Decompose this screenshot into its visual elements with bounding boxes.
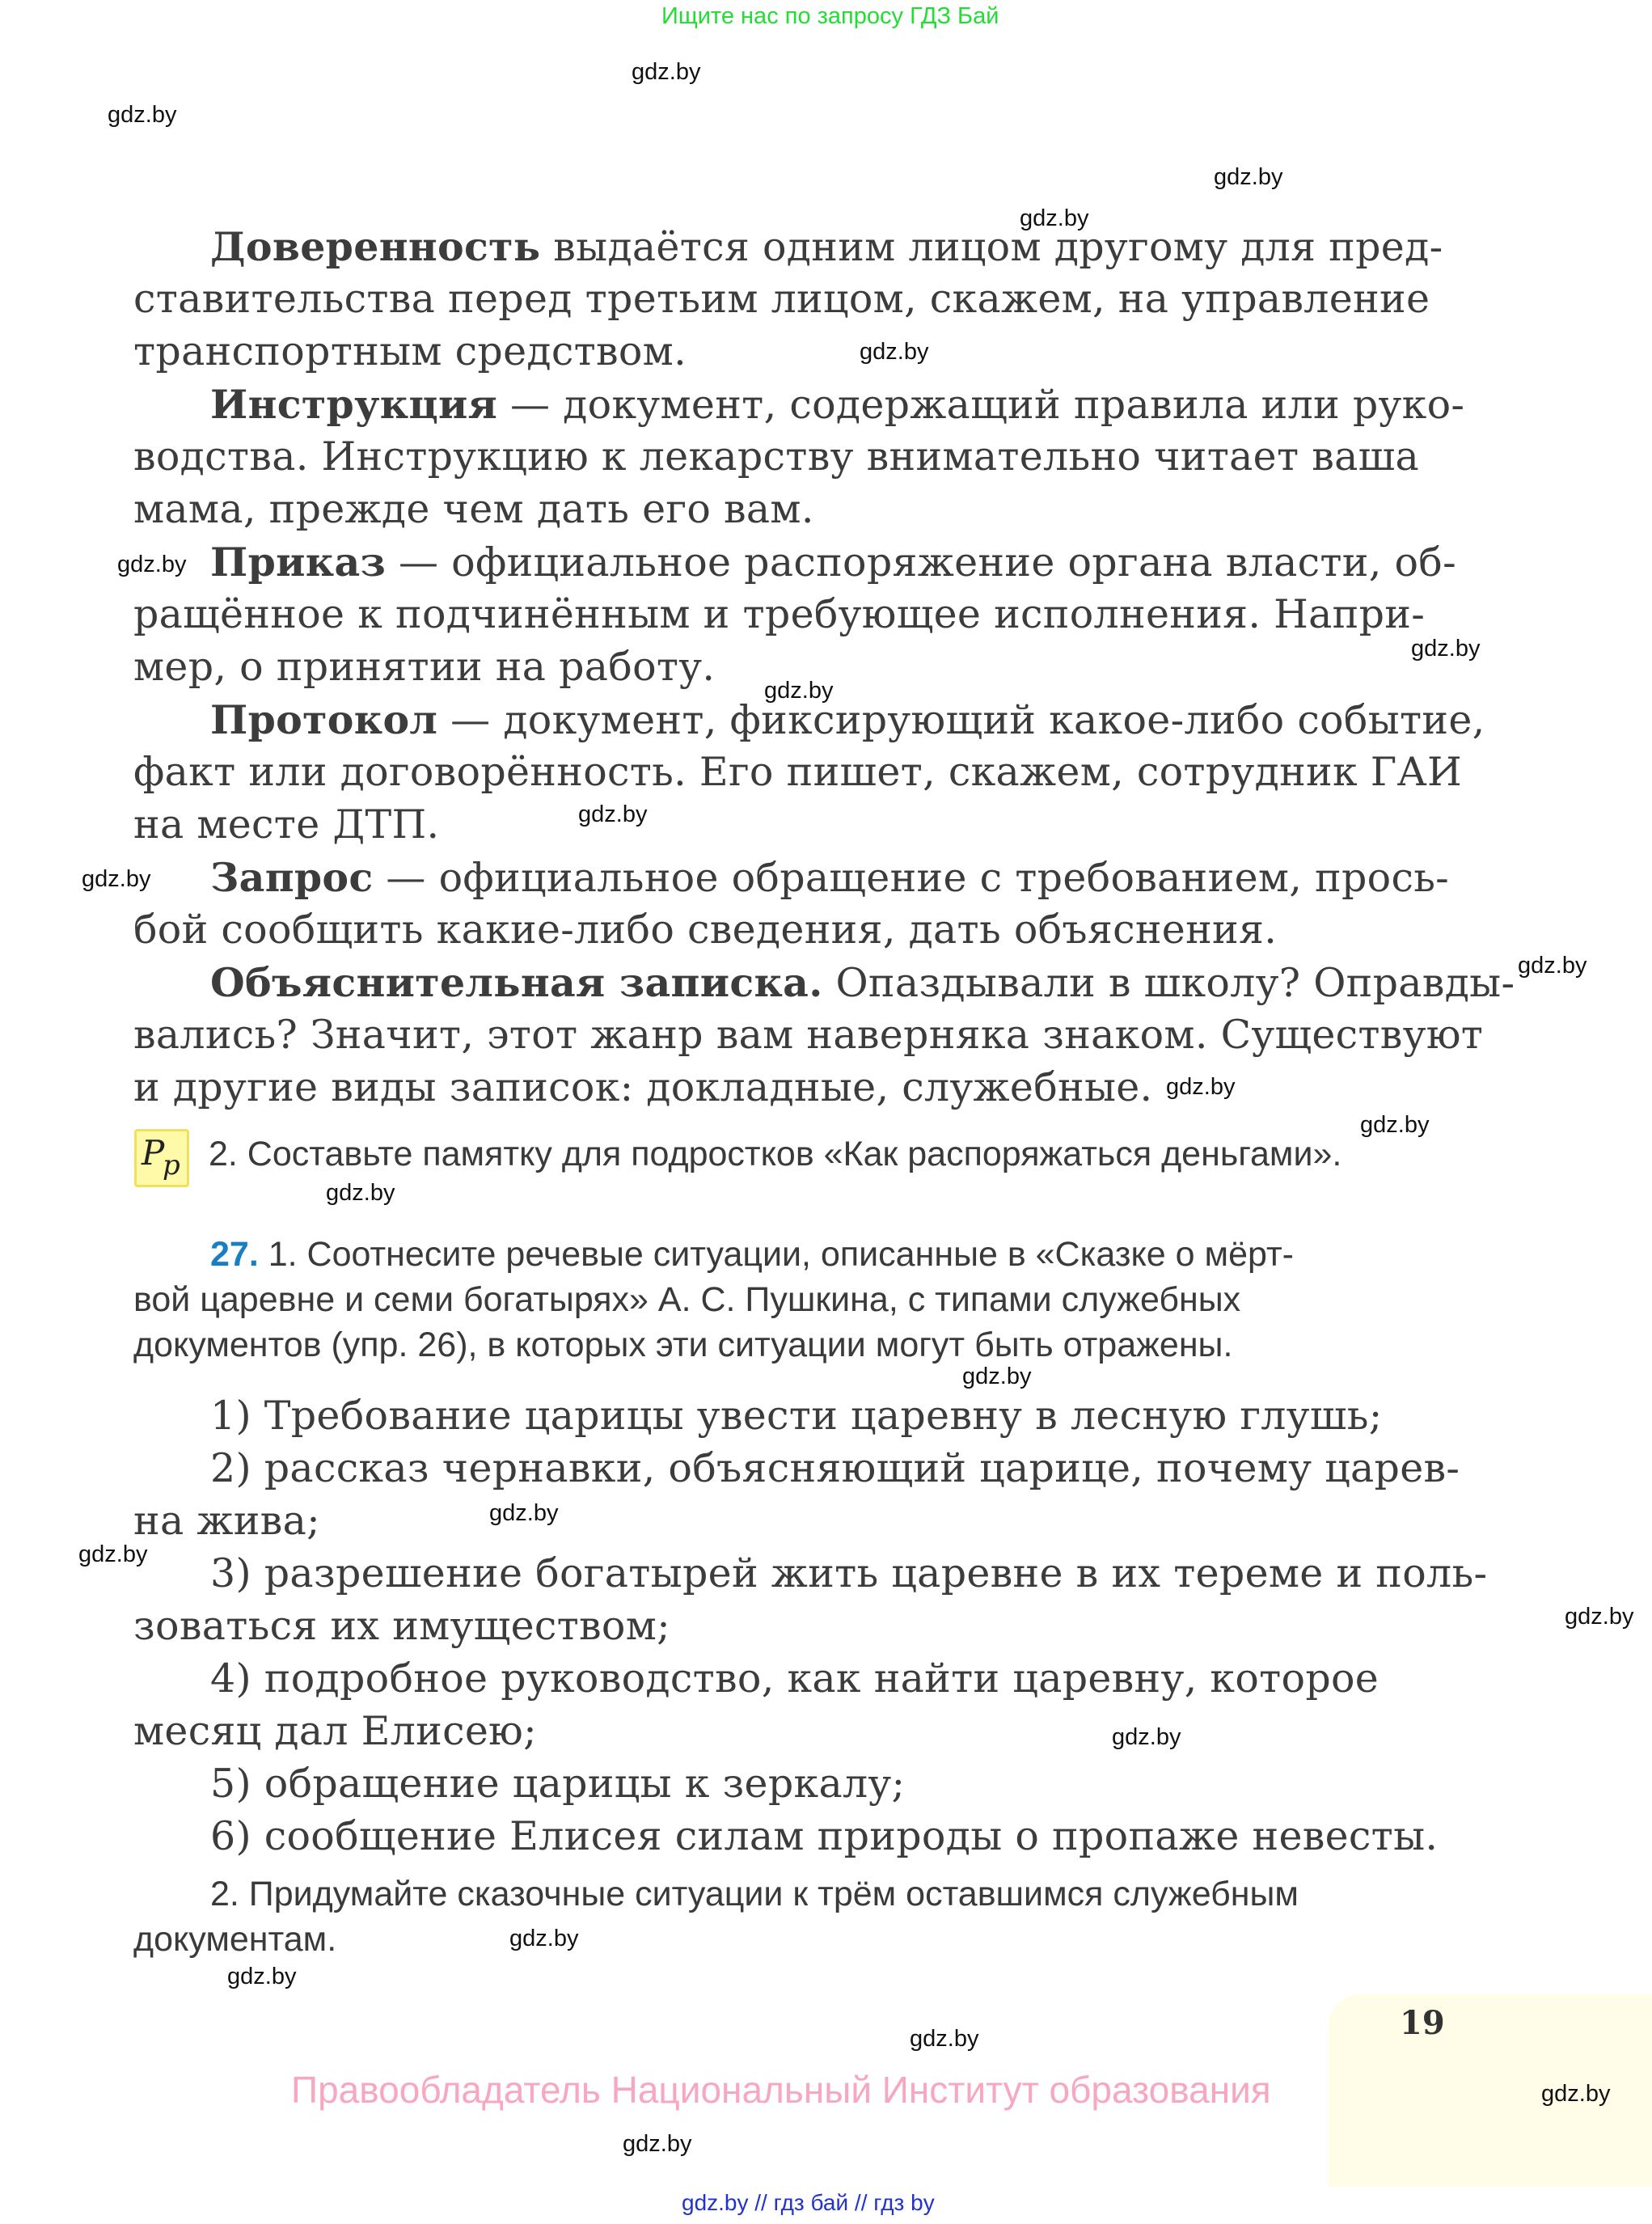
watermark: gdz.by	[117, 552, 187, 577]
list-item-continuation: зоваться их имуществом;	[133, 1603, 670, 1649]
top-banner[interactable]: Ищите нас по запросу ГДЗ Бай	[661, 3, 999, 29]
text-line: транспортным средством.	[133, 328, 687, 374]
term: Протокол	[210, 696, 438, 743]
text-line: вой царевне и семи богатырях» А. С. Пушкина, с типами служебных	[133, 1280, 1241, 1319]
watermark: gdz.by	[962, 1364, 1032, 1389]
list-item: 2) рассказ чернавки, объясняющий царице, почему царев-	[210, 1445, 1460, 1491]
definition-doverennost: Доверенность выдаётся одним лицом другому для пред-	[210, 223, 1443, 270]
page-number: 19	[1400, 2004, 1445, 2042]
watermark: gdz.by	[1411, 636, 1481, 662]
list-item: 3) разрешение богатырей жить царевне в их тереме и поль-	[210, 1550, 1488, 1596]
list-item-continuation: на жива;	[133, 1498, 320, 1544]
list-item: 1) Требование царицы увести царевну в лесную глушь;	[210, 1393, 1383, 1439]
definition-obyasnitelnaya: Объяснительная записка. Опаздывали в школу? Оправды-	[210, 959, 1515, 1006]
text-line: и другие виды записок: докладные, служебные.	[133, 1064, 1153, 1110]
exercise-27-task-2: 2. Придумайте сказочные ситуации к трём оставшимся служебным	[210, 1875, 1299, 1913]
watermark: gdz.by	[1020, 205, 1089, 231]
watermark: gdz.by	[82, 866, 151, 892]
definition-instruktsiya: Инструкция — документ, содержащий правила или руко-	[210, 381, 1465, 428]
copyright-notice: Правообладатель Национальный Институт образования	[291, 2069, 1271, 2111]
watermark: gdz.by	[326, 1180, 395, 1206]
text-line: мер, о принятии на работу.	[133, 644, 716, 690]
watermark: gdz.by	[578, 801, 648, 827]
text-line: факт или договорённость. Его пишет, скажем, сотрудник ГАИ	[133, 749, 1462, 795]
text-line: вались? Значит, этот жанр вам наверняка знаком. Существуют	[133, 1012, 1484, 1058]
watermark: gdz.by	[910, 2026, 979, 2052]
text-line: ращённое к подчинённым и требующее исполнения. Напри-	[133, 591, 1426, 637]
exercise-27-intro: 27. 1. Соотнесите речевые ситуации, описанные в «Сказке о мёрт-	[210, 1235, 1294, 1274]
term: Объяснительная записка.	[210, 959, 823, 1006]
task-2-text: 2. Составьте памятку для подростков «Как распоряжаться деньгами».	[209, 1135, 1342, 1173]
watermark: gdz.by	[227, 1964, 297, 1989]
rhetoric-icon: P p	[134, 1129, 189, 1187]
list-item: 6) сообщение Елисея силам природы о пропаже невесты.	[210, 1813, 1439, 1859]
term: Доверенность	[210, 223, 541, 270]
exercise-number: 27.	[210, 1235, 259, 1274]
watermark: gdz.by	[623, 2131, 692, 2157]
term: Инструкция	[210, 381, 498, 428]
list-item: 5) обращение царицы к зеркалу;	[210, 1761, 906, 1807]
watermark: gdz.by	[1166, 1074, 1236, 1100]
watermark: gdz.by	[764, 678, 834, 704]
term: Приказ	[210, 539, 387, 586]
watermark: gdz.by	[1360, 1112, 1430, 1138]
text-line: водства. Инструкцию к лекарству внимательно читает ваша	[133, 433, 1420, 480]
text-line: документам.	[133, 1920, 337, 1959]
definition-prikaz: Приказ — официальное распоряжение органа власти, об-	[210, 539, 1456, 586]
watermark: gdz.by	[489, 1500, 559, 1526]
term: Запрос	[210, 854, 374, 901]
definition-protokol: Протокол — документ, фиксирующий какое-либо событие,	[210, 696, 1485, 743]
list-item-continuation: месяц дал Елисею;	[133, 1708, 537, 1754]
watermark: gdz.by	[1518, 953, 1587, 979]
watermark: gdz.by	[1112, 1724, 1181, 1750]
watermark: gdz.by	[108, 102, 177, 128]
text-line: мама, прежде чем дать его вам.	[133, 486, 814, 532]
watermark: gdz.by	[78, 1541, 148, 1567]
definition-zapros: Запрос — официальное обращение с требованием, прось-	[210, 854, 1450, 901]
watermark: gdz.by	[1541, 2081, 1611, 2107]
text-line: бой сообщить какие-либо сведения, дать объяснения.	[133, 907, 1278, 953]
text-line: ставительства перед третьим лицом, скажем, на управление	[133, 276, 1430, 322]
list-item: 4) подробное руководство, как найти царевну, которое	[210, 1655, 1379, 1702]
watermark: gdz.by	[1565, 1604, 1634, 1630]
watermark: gdz.by	[1214, 164, 1283, 190]
footer-links[interactable]: gdz.by // гдз бай // гдз by	[682, 2190, 935, 2215]
watermark: gdz.by	[509, 1926, 579, 1951]
text-line: документов (упр. 26), в которых эти ситуации могут быть отражены.	[133, 1326, 1233, 1364]
watermark: gdz.by	[632, 59, 701, 85]
watermark: gdz.by	[860, 339, 929, 365]
text-line: на месте ДТП.	[133, 801, 440, 848]
